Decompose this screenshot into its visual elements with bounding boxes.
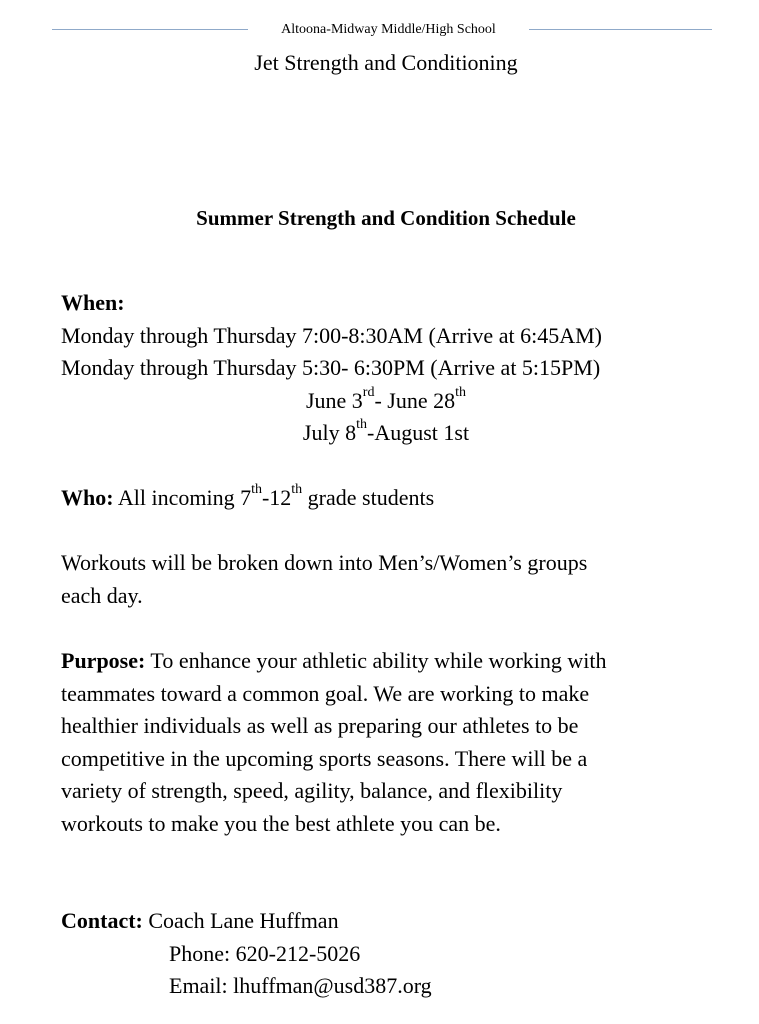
purpose-line-4: competitive in the upcoming sports seasons. There will be a <box>61 745 588 771</box>
who-line: Who: All incoming 7th-12th grade students <box>61 482 435 510</box>
contact-line <box>61 905 711 938</box>
when-session-evening: Monday through Thursday 5:30- 6:30PM (Arrive at 5:15PM) <box>61 355 601 380</box>
groups-line-2: each day. <box>61 582 143 608</box>
when-date-range-july: July 8th-August 1st <box>302 417 470 445</box>
groups-section <box>61 547 711 612</box>
purpose-line-3: healthier individuals as well as preparing our athletes to be <box>61 713 579 738</box>
who-section <box>61 482 711 515</box>
purpose-section <box>61 645 711 840</box>
document-title: Summer Strength and Condition Schedule <box>196 206 576 230</box>
who-label: Who: <box>61 485 114 510</box>
purpose-line-6: workouts to make you the best athlete you can be. <box>61 810 501 836</box>
contact-label: Contact: <box>61 908 143 933</box>
purpose-line-1: Purpose: To enhance your athletic ability while working with <box>61 648 607 673</box>
contact-name: Coach Lane Huffman <box>142 908 339 933</box>
header-rule-right <box>529 29 712 30</box>
contact-section <box>61 905 711 1003</box>
contact-phone: Phone: 620-212-5026 <box>169 940 361 966</box>
when-label: When: <box>61 290 125 315</box>
when-section <box>61 287 711 450</box>
header-school-name: Altoona-Midway Middle/High School <box>281 22 496 37</box>
when-date-range-june: June 3rd- June 28th <box>305 384 467 413</box>
contact-email: Email: lhuffman@usd387.org <box>169 973 432 998</box>
purpose-line-2: teammates toward a common goal. We are working to make <box>61 680 590 706</box>
header-rule-left <box>52 29 248 30</box>
when-session-morning: Monday through Thursday 7:00-8:30AM (Arrive at 6:45AM) <box>61 322 602 348</box>
header-program-name: Jet Strength and Conditioning <box>254 50 518 75</box>
groups-line-1: Workouts will be broken down into Men’s/Women’s groups <box>61 550 588 575</box>
purpose-line-5: variety of strength, speed, agility, balance, and flexibility <box>61 778 563 803</box>
purpose-label: Purpose: <box>61 648 146 673</box>
